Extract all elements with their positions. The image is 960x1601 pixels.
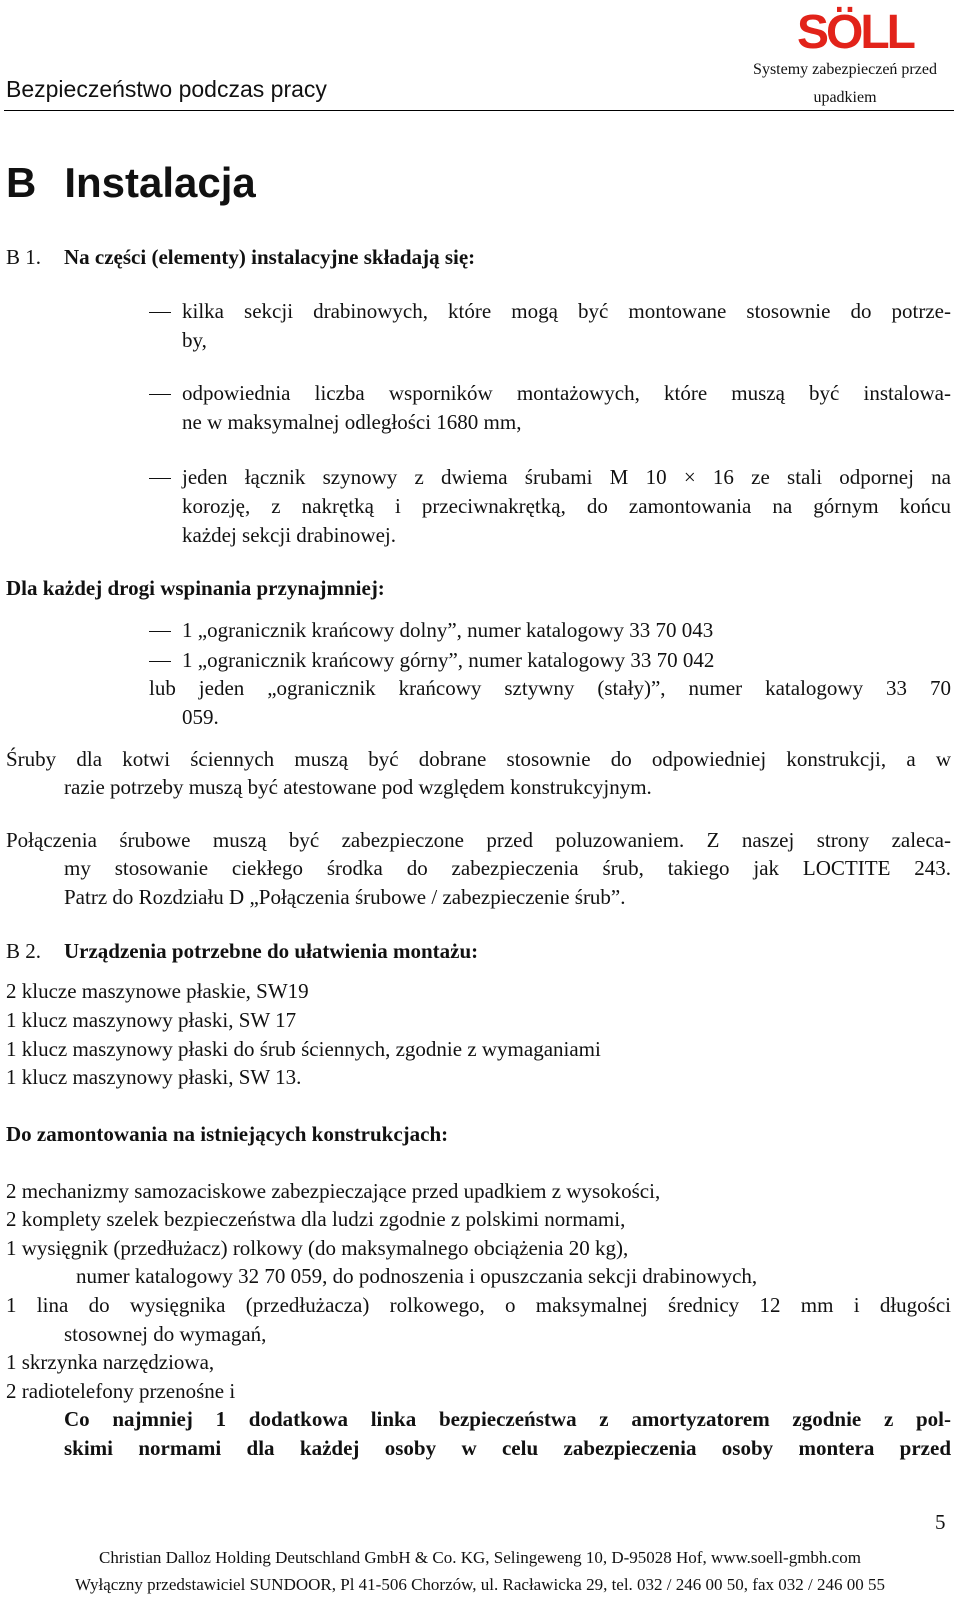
list-item-text: by, [182, 328, 207, 352]
b2-heading: Urządzenia potrzebne do ułatwienia montażu: [64, 939, 479, 963]
tool-line: 1 klucz maszynowy płaski, SW 17 [6, 1008, 297, 1032]
list-item-text: jeden łącznik szynowy z dwiema śrubami M 10 × 16 ze stali odpornej na [182, 465, 951, 489]
tool-line: 1 klucz maszynowy płaski, SW 13. [6, 1065, 302, 1089]
header-title: Bezpieczeństwo podczas pracy [6, 76, 327, 102]
footer-company-line: Christian Dalloz Holding Deutschland GmbH & Co. KG, Selingeweng 10, D-95028 Hof, www.soell-gmbh.com [99, 1548, 861, 1567]
bolts-paragraph: Śruby dla kotwi ściennych muszą być dobrane stosownie do odpowiedniej konstrukcji, a w [6, 747, 951, 771]
list-dash [149, 478, 171, 479]
b1-heading: Na części (elementy) instalacyjne składają się: [64, 245, 476, 269]
list-dash [149, 661, 171, 662]
list-item-text: kilka sekcji drabinowych, które mogą być montowane stosownie do potrze- [182, 299, 951, 323]
bold-note: skimi normami dla każdej osoby w celu zabezpieczenia osoby montera przed [64, 1436, 951, 1460]
list-dash [149, 394, 171, 395]
bolts-paragraph: razie potrzeby muszą być atestowane pod względem konstrukcyjnym. [64, 775, 652, 799]
section-title-text: Instalacja [64, 159, 256, 206]
logo-text: SÖLL [797, 6, 913, 59]
climb-item: 1 „ogranicznik krańcowy górny”, numer katalogowy 33 70 042 [182, 648, 715, 672]
header-divider [4, 110, 954, 111]
list-dash [149, 312, 171, 313]
existing-line: stosownej do wymagań, [64, 1322, 267, 1346]
list-item-text: korozję, z nakrętką i przeciwnakrętką, do zamontowania na górnym końcu [182, 494, 951, 518]
bold-note: Co najmniej 1 dodatkowa linka bezpieczeństwa z amortyzatorem zgodnie z pol- [64, 1407, 951, 1431]
climb-item: 1 „ogranicznik krańcowy dolny”, numer katalogowy 33 70 043 [182, 618, 714, 642]
page-number: 5 [935, 1510, 946, 1534]
existing-line: numer katalogowy 32 70 059, do podnoszenia i opuszczania sekcji drabinowych, [76, 1264, 758, 1288]
list-item-text: ne w maksymalnej odległości 1680 mm, [182, 410, 522, 434]
existing-line: 2 radiotelefony przenośne i [6, 1379, 236, 1403]
existing-line: 1 lina do wysięgnika (przedłużacza) rolkowego, o maksymalnej średnicy 12 mm i długości [6, 1293, 951, 1317]
list-dash [149, 631, 171, 632]
list-item-text: każdej sekcji drabinowej. [182, 523, 396, 547]
header-tagline-line2: upadkiem [813, 89, 877, 106]
section-letter: B [6, 159, 37, 206]
existing-line: 1 skrzynka narzędziowa, [6, 1350, 215, 1374]
soll-logo [797, 4, 913, 59]
tool-line: 2 klucze maszynowe płaskie, SW19 [6, 979, 309, 1003]
existing-line: 2 komplety szelek bezpieczeństwa dla ludzi zgodnie z polskimi normami, [6, 1207, 626, 1231]
connections-paragraph: Połączenia śrubowe muszą być zabezpieczone przed poluzowaniem. Z naszej strony zaleca- [6, 828, 951, 852]
climb-alt-text: lub jeden „ogranicznik krańcowy sztywny (stały)”, numer katalogowy 33 70 [149, 676, 951, 700]
header-company-tagline [740, 56, 950, 112]
footer-representative-line: Wyłączny przedstawiciel SUNDOOR, Pl 41-506 Chorzów, ul. Racławicka 29, tel. 032 / 246 00 50, fax 032 / 246 00 55 [75, 1575, 885, 1594]
connections-paragraph: Patrz do Rozdziału D „Połączenia śrubowe / zabezpieczenie śrub”. [64, 885, 626, 909]
b2-number: B 2. [6, 939, 42, 963]
section-title [6, 158, 256, 208]
existing-heading: Do zamontowania na istniejących konstrukcjach: [6, 1122, 449, 1146]
b1-number: B 1. [6, 245, 42, 269]
header-tagline-line1: Systemy zabezpieczeń przed [753, 61, 937, 78]
list-item-text: odpowiednia liczba wsporników montażowych, które muszą być instalowa- [182, 381, 951, 405]
existing-line: 2 mechanizmy samozaciskowe zabezpieczające przed upadkiem z wysokości, [6, 1179, 661, 1203]
existing-line: 1 wysięgnik (przedłużacz) rolkowy (do maksymalnego obciążenia 20 kg), [6, 1236, 629, 1260]
tool-line: 1 klucz maszynowy płaski do śrub ściennych, zgodnie z wymaganiami [6, 1037, 601, 1061]
climb-alt-text: 059. [182, 705, 219, 729]
connections-paragraph: my stosowanie ciekłego środka do zabezpieczenia śrub, takiego jak LOCTITE 243. [64, 856, 951, 880]
climb-heading: Dla każdej drogi wspinania przynajmniej: [6, 576, 385, 600]
